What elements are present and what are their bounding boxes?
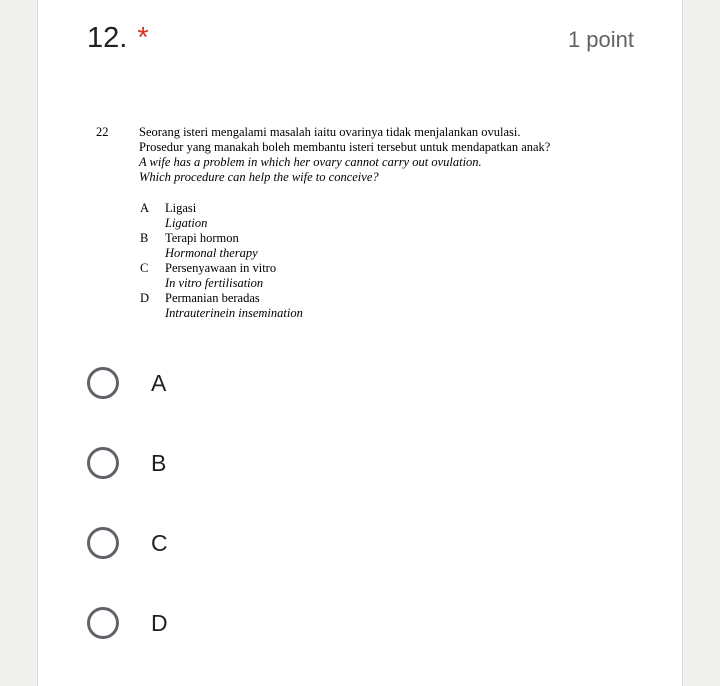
stem-english-line-2: Which procedure can help the wife to conceive? [139, 170, 379, 184]
stem-english-line-1: A wife has a problem in which her ovary cannot carry out ovulation. [139, 155, 482, 169]
choice-d[interactable] [87, 606, 387, 686]
choice-label[interactable]: D [151, 610, 168, 636]
choice-label[interactable]: B [151, 450, 167, 476]
question-card [37, 0, 683, 686]
choice-a[interactable] [87, 366, 387, 446]
radio-button-a[interactable] [87, 367, 119, 399]
answer-choices [87, 366, 387, 686]
image-option-letter: A [140, 201, 150, 215]
image-option-malay: Ligasi [165, 201, 197, 215]
question-stem [139, 125, 550, 185]
stem-malay-line-1: Seorang isteri mengalami masalah iaitu ovarinya tidak menjalankan ovulasi. [139, 125, 521, 139]
image-option-malay: Persenyawaan in vitro [165, 261, 277, 275]
image-option-text [165, 201, 207, 231]
choice-label[interactable]: A [151, 370, 167, 396]
required-asterisk: * [137, 22, 149, 54]
image-option-letter: C [140, 261, 149, 275]
image-option-malay: Permanian beradas [165, 291, 260, 305]
image-option-english: Ligation [165, 216, 208, 230]
question-image [96, 125, 596, 325]
image-question-number: 22 [96, 125, 109, 139]
image-option-english: Intrauterinein insemination [165, 306, 303, 320]
choice-label[interactable]: C [151, 530, 168, 556]
choice-c[interactable] [87, 526, 387, 606]
image-option-english: Hormonal therapy [165, 246, 258, 260]
image-option-malay: Terapi hormon [165, 231, 239, 245]
image-option-letter: D [140, 291, 150, 305]
image-option-english: In vitro fertilisation [165, 276, 264, 290]
image-option-letter: B [140, 231, 149, 245]
choice-b[interactable] [87, 446, 387, 526]
question-title [87, 20, 149, 56]
points-label: 1 point [567, 27, 634, 52]
stem-malay-line-2: Prosedur yang manakah boleh membantu isteri tersebut untuk mendapatkan anak? [139, 140, 551, 154]
image-option-text [165, 261, 276, 291]
image-option-text [165, 231, 258, 261]
radio-button-b[interactable] [87, 447, 119, 479]
image-option-text [165, 291, 303, 321]
radio-button-c[interactable] [87, 527, 119, 559]
radio-button-d[interactable] [87, 607, 119, 639]
question-number: 12. [87, 22, 128, 54]
